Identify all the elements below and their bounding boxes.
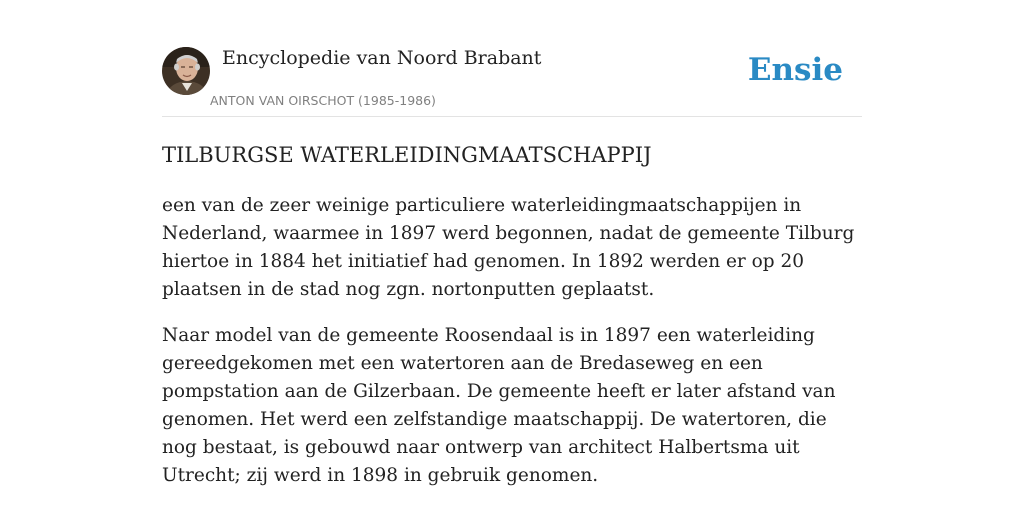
article-paragraph: Naar model van de gemeente Roosendaal is in 1897 een waterleiding gereedgekomen met een watertoren aan de Bredaseweg en een pompstation aan de Gilzerbaan. De gemeente heeft er later afstand van genomen. Het werd een zelfstandige maatschappij. De watertoren, die nog bestaat, is gebouwd naar ontwerp van architect Halbertsma uit Utrecht; zij werd in 1898 in gebruik genomen.: [162, 325, 836, 486]
author-avatar: [162, 47, 210, 95]
author-portrait-image: [162, 47, 210, 95]
article-body: [162, 192, 862, 508]
ensie-logo[interactable]: Ensie: [747, 52, 843, 88]
header: [162, 46, 862, 117]
encyclopedia-title[interactable]: Encyclopedie van Noord Brabant: [222, 47, 542, 69]
article-title: TILBURGSE WATERLEIDINGMAATSCHAPPIJ: [162, 143, 652, 167]
author-name: ANTON VAN OIRSCHOT (1985-1986): [210, 93, 436, 108]
article-paragraph: een van de zeer weinige particuliere waterleidingmaatschappijen in Nederland, waarmee in 1897 werd begonnen, nadat de gemeente Tilburg hiertoe in 1884 het initiatief had genomen. In 1892 werden er op 20 plaatsen in de stad nog zgn. nortonputten geplaatst.: [162, 195, 855, 300]
